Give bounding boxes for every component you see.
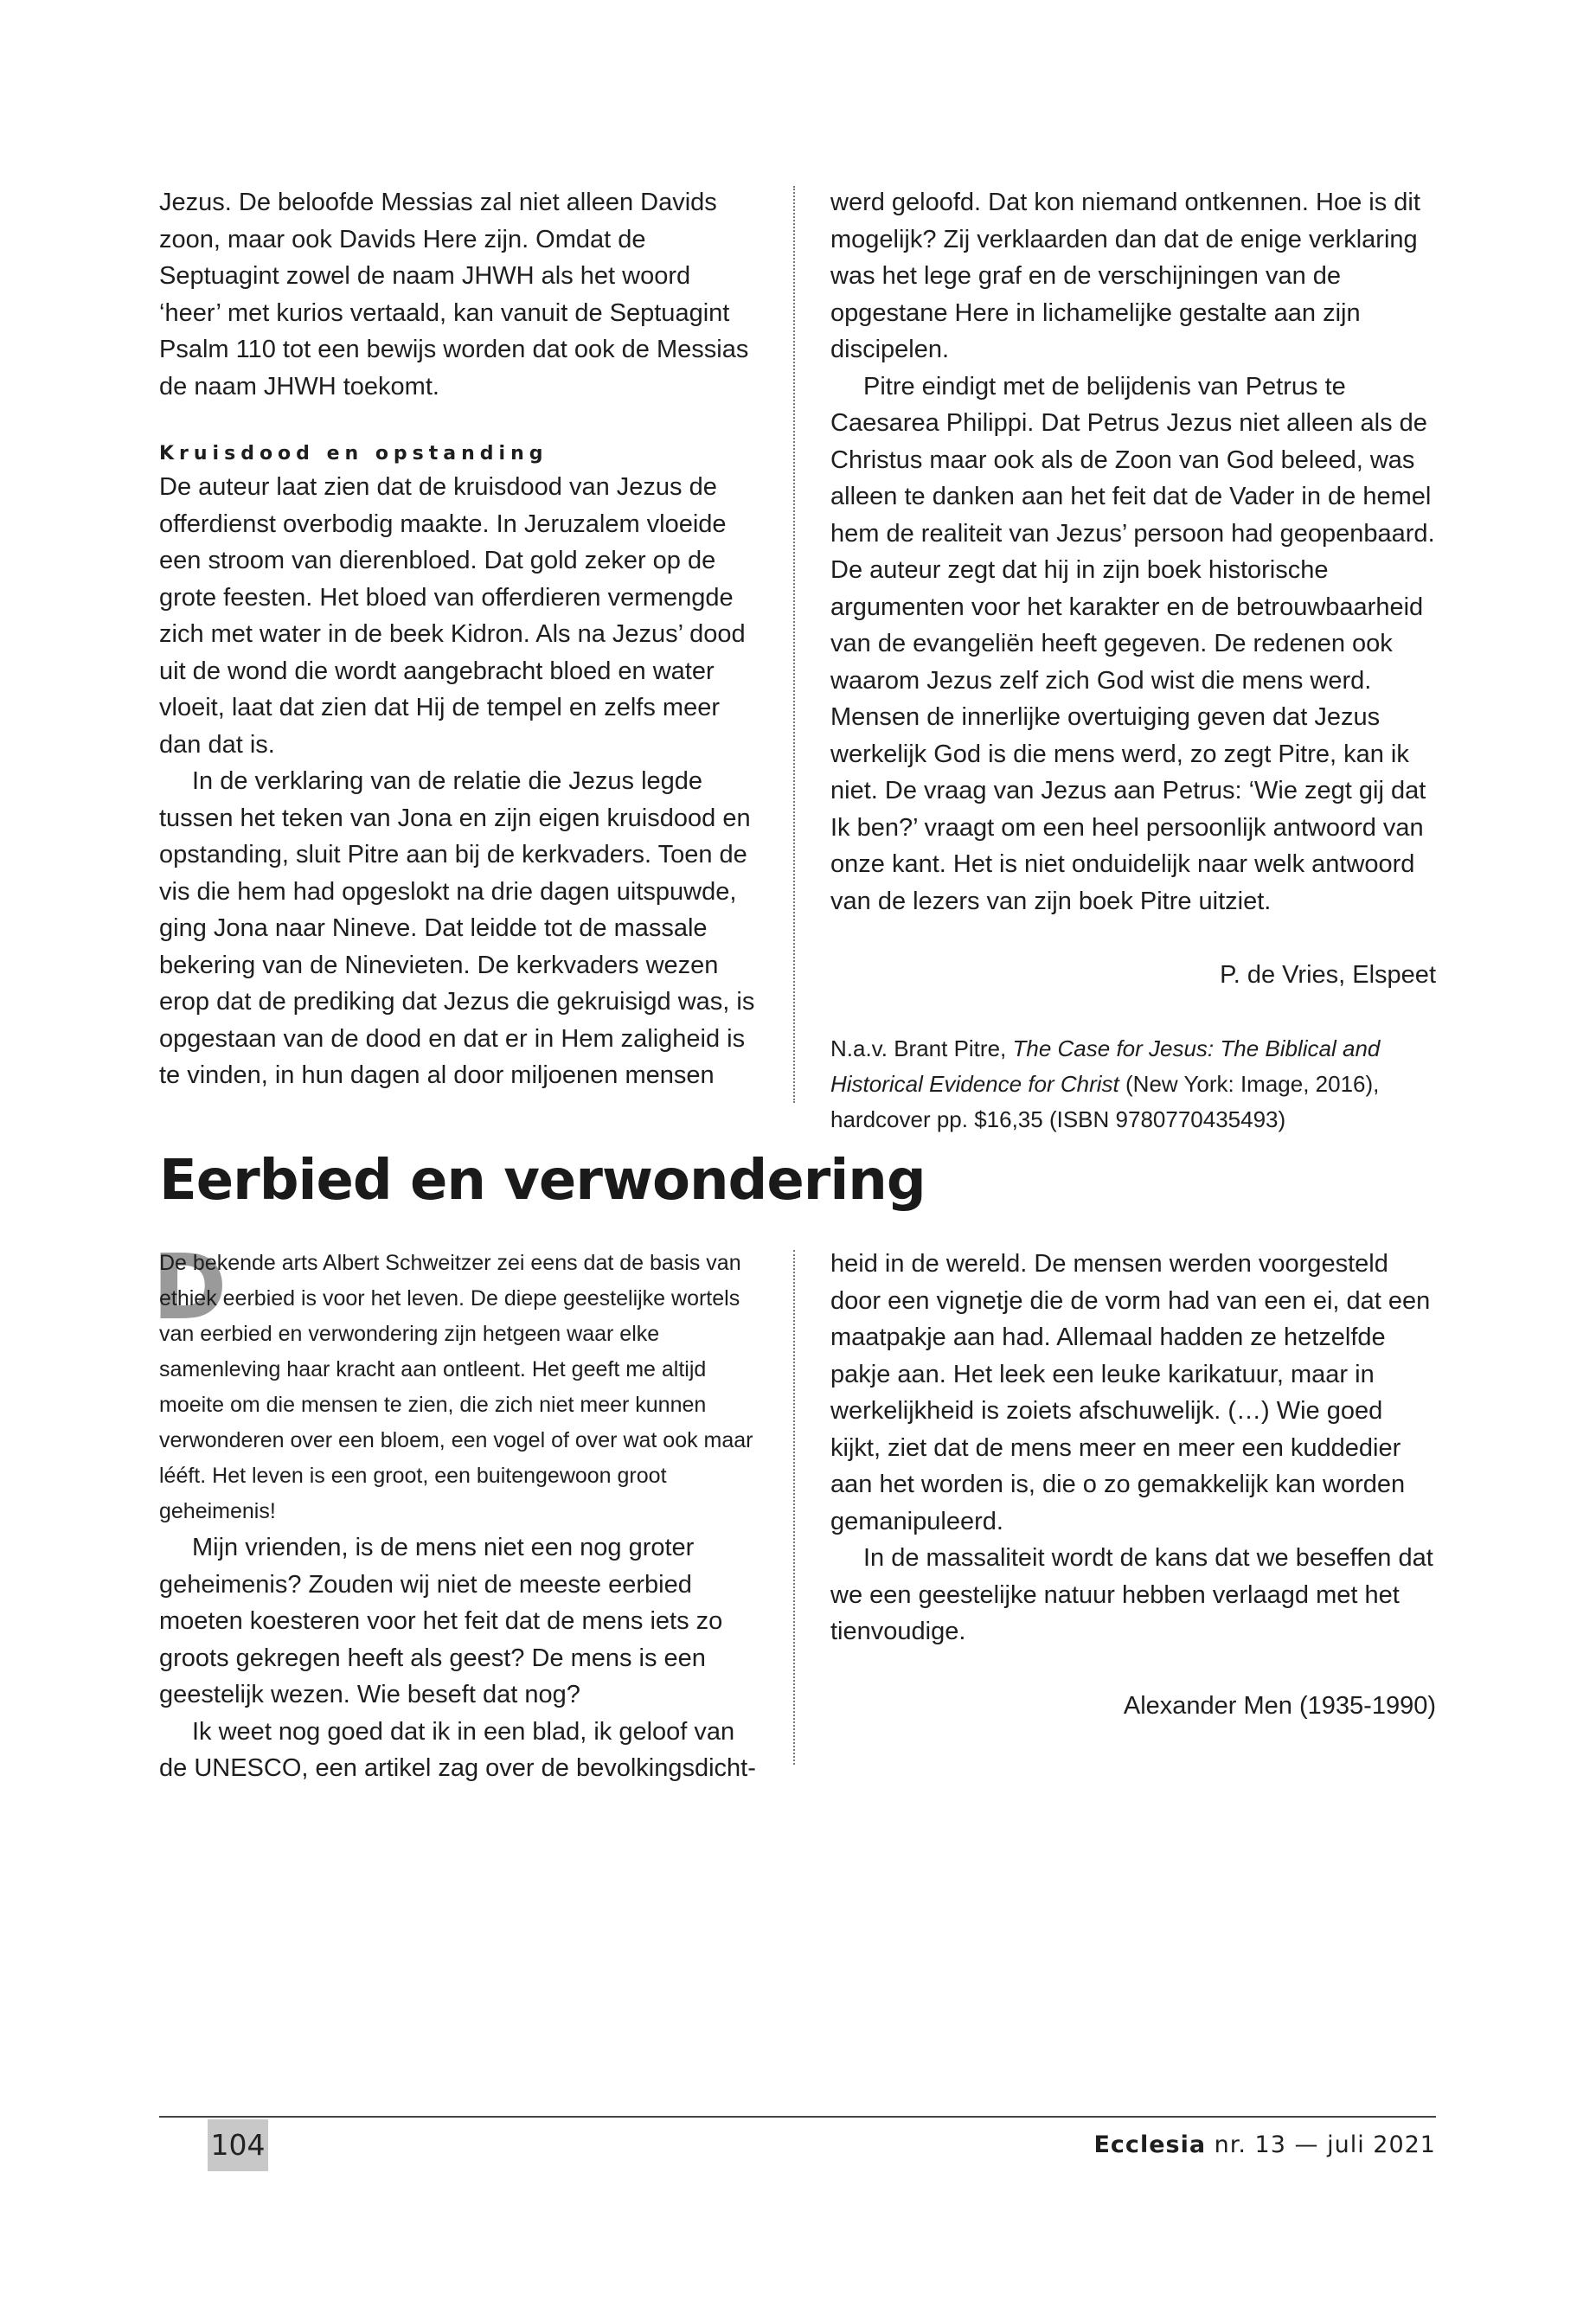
column-divider: [793, 1250, 795, 1765]
review-left-column: [159, 184, 758, 1094]
review-paragraph: werd geloofd. Dat kon niemand ontkennen. Hoe is dit mogelijk? Zij verklaarden dan dat de enige verklaring was het lege graf en de verschijningen van de opgestane Here in lichamelijke gestalte aan zijn discipelen.: [830, 189, 1420, 363]
review-paragraph: Jezus. De beloofde Messias zal niet alleen Davids zoon, maar ook Davids Here zijn. Omdat de Septuagint zowel de naam JHWH als het woord ‘heer’ met kurios vertaald, kan vanuit de Septuagint Psalm 110 tot een bewijs worden dat ook de Messias de naam JHWH toekomt.: [159, 189, 749, 401]
drop-cap: D: [152, 1234, 228, 1340]
source-details: (New York: Image, 2016), hardcover pp. $16,35 (ISBN 9780770435493): [830, 1070, 1380, 1132]
review-paragraph: De auteur laat zien dat de kruisdood van Jezus de offerdienst overbodig maakte. In Jeruzalem vloeide een stroom van dierenbloed. Dat gold zeker op de grote feesten. Het bloed van offerdieren vermengde zich met water in de beek Kidron. Als na Jezus’ dood uit de wond die wordt aangebracht bloed en water vloeit, laat dat zien dat Hij de tempel en zelfs meer dan dat is.: [159, 473, 746, 759]
article-paragraph: Ik weet nog goed dat ik in een blad, ik geloof van de UNESCO, een artikel zag over de bevolkingsdicht-: [159, 1717, 756, 1782]
review-right-column: [830, 184, 1436, 1138]
article-paragraph: In de massaliteit wordt de kans dat we beseffen dat we een geestelijke natuur hebben verlaagd met het tienvoudige.: [830, 1544, 1433, 1645]
article-author: Alexander Men (1935-1990): [1123, 1691, 1436, 1720]
column-divider: [793, 186, 795, 1103]
intro-paragraph: De bekende arts Albert Schweitzer zei eens dat de basis van ethiek eerbied is voor het leven. De diepe geestelijke wortels van eerbied en verwondering zijn hetgeen waar elke samenleving haar kracht aan ontleent. Het geeft me altijd moeite om die mensen te zien, die zich niet meer kunnen verwonderen over een bloem, een vogel of over wat ook maar lééft. Het leven is een groot, een buitengewoon groot geheimenis!: [159, 1251, 753, 1523]
footer-rule: [159, 2116, 1436, 2118]
article-paragraph: heid in de wereld. De mensen werden voorgesteld door een vignetje die de vorm had van een ei, dat een maatpakje aan had. Allemaal hadden ze hetzelfde pakje aan. Het leek een leuke karikatuur, maar in werkelijkheid is zoiets afschuwelijk. (…) Wie goed kijkt, ziet dat de mens meer en meer een kuddedier aan het worden is, die o zo gemakkelijk kan worden gemanipuleerd.: [830, 1250, 1431, 1535]
article-right-column: [830, 1246, 1436, 1724]
journal-issue: [1093, 2128, 1436, 2163]
review-paragraph: In de verklaring van de relatie die Jezus legde tussen het teken van Jona en zijn eigen kruisdood en opstanding, sluit Pitre aan bij de kerkvaders. Toen de vis die hem had opgeslokt na drie dagen uitspuwde, ging Jona naar Nineve. Dat leidde tot de massale bekering van de Ninevieten. De kerkvaders wezen erop dat de prediking dat Jezus die gekruisigd was, is opgestaan van de dood en dat er in Hem zaligheid is te vinden, in hun dagen al door miljoenen mensen: [159, 767, 755, 1089]
review-source: [830, 1031, 1436, 1138]
page-number: 104: [208, 2119, 268, 2171]
article-intro: [152, 1234, 758, 1529]
issue-info: nr. 13 — juli 2021: [1214, 2131, 1436, 2158]
article-title: Eerbied en verwondering: [159, 1149, 926, 1213]
article-paragraph: Mijn vrienden, is de mens niet een nog groter geheimenis? Zouden wij niet de meeste eerbied moeten koesteren voor het feit dat de mens iets zo groots gekregen heeft als geest? De mens is een geestelijk wezen. Wie beseft dat nog?: [159, 1534, 723, 1708]
journal-name: Ecclesia: [1093, 2131, 1207, 2158]
article-left-column: [152, 1234, 758, 1787]
review-paragraph: Pitre eindigt met de belijdenis van Petrus te Caesarea Philippi. Dat Petrus Jezus niet alleen als de Christus maar ook als de Zoon van God beleed, was alleen te danken aan het feit dat de Vader in de hemel hem de realiteit van Jezus’ persoon had geopenbaard. De auteur zegt dat hij in zijn boek historische argumenten voor het karakter en de betrouwbaarheid van de evangeliën heeft gegeven. De redenen ook waarom Jezus zelf zich God wist die mens werd. Mensen de innerlijke overtuiging geven dat Jezus werkelijk God is die mens werd, zo zegt Pitre, kan ik niet. De vraag van Jezus aan Petrus: ‘Wie zegt gij dat Ik ben?’ vraagt om een heel persoonlijk antwoord van onze kant. Het is niet onduidelijk naar welk antwoord van de lezers van zijn boek Pitre uitziet.: [830, 372, 1435, 915]
source-book-title: The Case for Jesus: The Biblical and Historical Evidence for Christ: [830, 1035, 1381, 1097]
section-subheading: Kruisdood en opstanding: [159, 443, 548, 465]
source-prefix: N.a.v. Brant Pitre,: [830, 1035, 1007, 1061]
review-author: P. de Vries, Elspeet: [1220, 961, 1436, 989]
